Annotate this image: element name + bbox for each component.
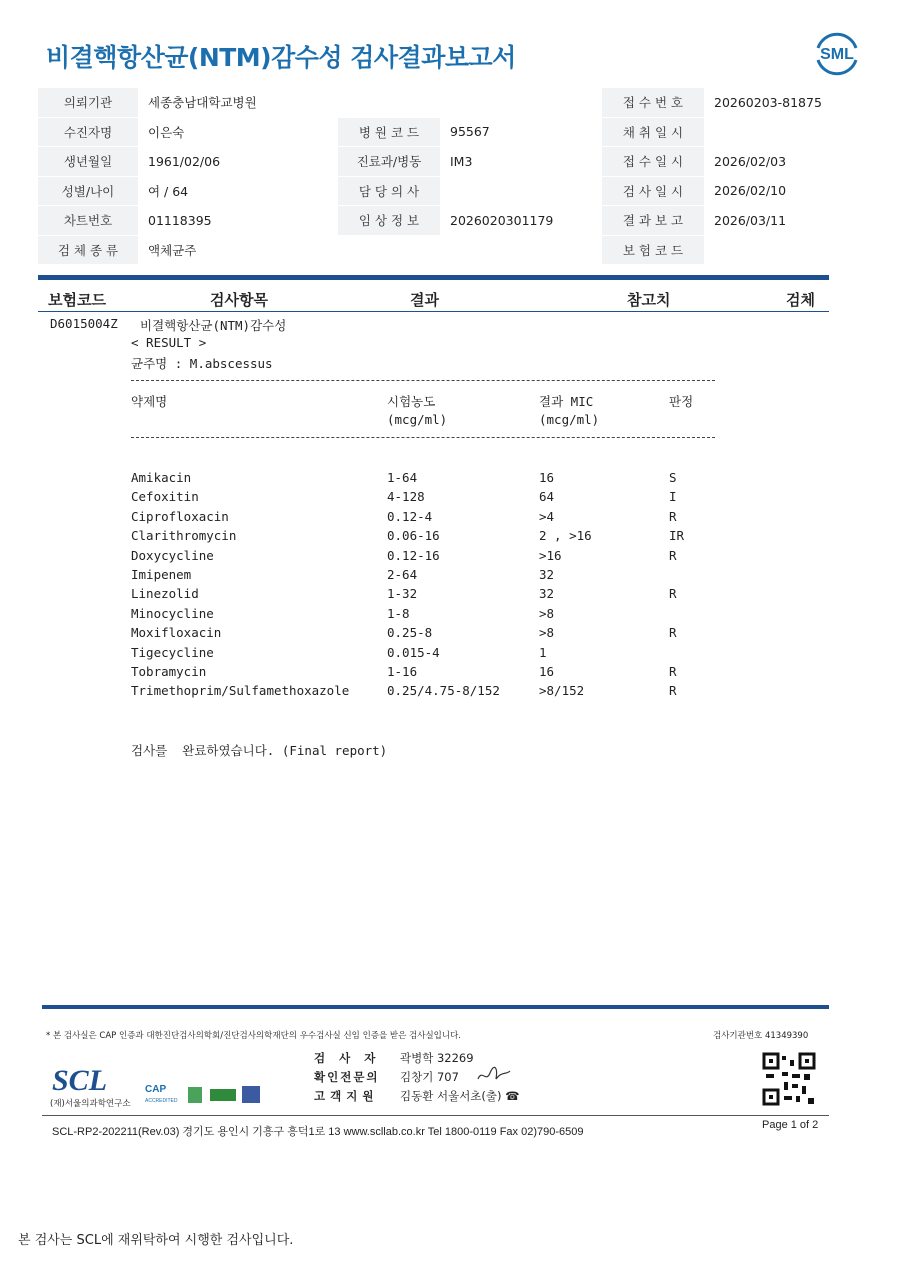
value-specimen-type: 액체균주 — [138, 235, 602, 265]
drug-name: Minocycline — [131, 605, 214, 621]
value-test-date: 2026/02/10 — [704, 176, 864, 206]
drug-interpretation: I — [669, 489, 677, 505]
drug-name: Linezolid — [131, 586, 199, 602]
footer-address: SCL-RP2-202211(Rev.03) 경기도 용인시 기흥구 흥덕1로 13 www.scllab.co.kr Tel 1800-0119 Fax 02)790-6509 — [52, 1126, 584, 1138]
value-sex-age: 여 / 64 — [138, 176, 338, 206]
drug-name: Clarithromycin — [131, 528, 237, 544]
signature-icon — [476, 1065, 512, 1085]
result-header — [38, 287, 829, 312]
drug-row — [0, 470, 900, 489]
drug-interpretation: R — [669, 683, 677, 699]
drug-test-range: 0.25/4.75-8/152 — [387, 683, 500, 699]
drug-test-range: 1-64 — [387, 470, 418, 485]
drug-test-range: 1-16 — [387, 664, 418, 679]
drug-test-range: 2-64 — [387, 567, 418, 582]
result-tag: < RESULT > — [131, 335, 207, 350]
drug-mic: 64 — [539, 489, 555, 505]
dashed-divider — [131, 437, 715, 438]
info-row — [38, 117, 864, 147]
drug-row — [0, 528, 900, 547]
drug-mic: 16 — [539, 664, 555, 679]
drug-interpretation: R — [669, 625, 677, 641]
label-clinical-info: 임 상 정 보 — [338, 206, 440, 236]
drug-name: Amikacin — [131, 470, 192, 485]
drug-interpretation: S — [669, 470, 677, 485]
drug-test-range: 0.12-16 — [387, 547, 440, 563]
cert-note: * 본 검사실은 CAP 인증과 대한진단검사의학회/진단검사의학재단의 우수검사실 신임 인증을 받은 검사실입니다. — [46, 1031, 461, 1041]
value-clinical-info: 2026020301179 — [440, 206, 602, 236]
logo-text: SML — [820, 46, 854, 63]
drug-test-range: 0.25-8 — [387, 625, 433, 641]
drug-mic: >16 — [539, 547, 562, 563]
tester-line — [314, 1050, 474, 1066]
col-drug-name: 약제명 — [131, 394, 168, 409]
scl-org-name: (재)서울의과학연구소 — [50, 1099, 131, 1109]
col-test-conc-unit: (mcg/ml) — [387, 412, 448, 427]
col-interpretation: 판정 — [669, 394, 694, 409]
label-insurance-code: 보 험 코 드 — [602, 235, 704, 265]
footer-rule — [42, 1115, 829, 1116]
drug-name: Doxycycline — [131, 547, 214, 563]
header-insurance-code: 보험코드 — [48, 291, 106, 309]
drug-mic: >8 — [539, 625, 555, 641]
label-accession-no: 접 수 번 호 — [602, 88, 704, 117]
drug-name: Ciprofloxacin — [131, 508, 229, 524]
label-sex-age: 성별/나이 — [38, 176, 138, 206]
drug-row — [0, 645, 900, 664]
inquiry-label: 확인전문의 — [314, 1070, 380, 1084]
inquiry-value: 김창기 707 — [400, 1070, 459, 1084]
scl-logo: SCL — [52, 1064, 108, 1097]
drug-name: Tobramycin — [131, 664, 207, 679]
tester-label: 검 사 자 — [314, 1051, 381, 1065]
info-row — [38, 235, 864, 265]
drug-test-range: 1-8 — [387, 605, 410, 621]
drug-row — [0, 509, 900, 528]
label-patient-name: 수진자명 — [38, 117, 138, 147]
drug-mic: >4 — [539, 508, 555, 524]
drug-test-range: 0.12-4 — [387, 508, 433, 524]
label-department: 진료과/병동 — [338, 147, 440, 177]
drug-mic: 1 — [539, 644, 547, 660]
value-insurance-code — [704, 235, 864, 265]
drug-interpretation: R — [669, 664, 677, 679]
info-row — [38, 176, 864, 206]
tester-value: 곽병학 32269 — [400, 1051, 474, 1065]
info-row — [38, 88, 864, 117]
col-result-mic: 결과 MIC — [539, 394, 594, 409]
value-report-date: 2026/03/11 — [704, 206, 864, 236]
drug-row — [0, 625, 900, 644]
label-test-date: 검 사 일 시 — [602, 176, 704, 206]
info-row — [38, 206, 864, 236]
drug-row — [0, 586, 900, 605]
final-report-note: 검사를 완료하였습니다. (Final report) — [131, 743, 388, 758]
drug-row — [0, 606, 900, 625]
drug-interpretation: R — [669, 508, 677, 524]
value-accession-no: 20260203-81875 — [704, 88, 864, 117]
label-received-date: 접 수 일 시 — [602, 147, 704, 177]
cap-text: CAP — [145, 1084, 167, 1095]
referral-note: 본 검사는 SCL에 재위탁하여 시행한 검사입니다. — [18, 1233, 294, 1248]
header-test-item: 검사항목 — [210, 291, 268, 309]
cap-accredited-text: ACCREDITED — [145, 1098, 178, 1104]
info-row — [38, 147, 864, 177]
drug-test-range: 0.015-4 — [387, 644, 440, 660]
drug-test-range: 1-32 — [387, 586, 418, 602]
support-label: 고객지원 — [314, 1089, 379, 1103]
drug-mic: 32 — [539, 586, 555, 602]
value-birth-date: 1961/02/06 — [138, 147, 338, 177]
value-received-date: 2026/02/03 — [704, 147, 864, 177]
label-specimen-type: 검 체 종 류 — [38, 235, 138, 265]
drug-name: Tigecycline — [131, 644, 214, 660]
drug-row — [0, 489, 900, 508]
label-hospital-code: 병 원 코 드 — [338, 117, 440, 147]
value-hospital-code: 95567 — [440, 117, 602, 147]
support-line — [314, 1088, 519, 1104]
label-requester: 의뢰기관 — [38, 88, 138, 117]
drug-name: Moxifloxacin — [131, 625, 222, 641]
header-result: 결과 — [410, 291, 439, 309]
value-chart-no: 01118395 — [138, 206, 338, 236]
qr-code-icon — [762, 1052, 816, 1106]
drug-name: Imipenem — [131, 567, 192, 582]
drug-test-range: 0.06-16 — [387, 528, 440, 544]
drug-mic: 2 , >16 — [539, 528, 592, 544]
lab-number: 검사기관번호 41349390 — [713, 1031, 809, 1041]
test-name: 비결핵항산균(NTM)감수성 — [140, 318, 287, 333]
drug-name: Trimethoprim/Sulfamethoxazole — [131, 683, 350, 699]
label-chart-no: 차트번호 — [38, 206, 138, 236]
drug-row — [0, 683, 900, 702]
sml-logo — [812, 30, 862, 76]
footer-divider — [42, 1005, 829, 1009]
kslm-cert-icon — [188, 1087, 202, 1103]
drug-row — [0, 548, 900, 567]
drug-mic: >8/152 — [539, 683, 585, 699]
drug-interpretation: R — [669, 586, 677, 602]
drug-interpretation: R — [669, 547, 677, 563]
drug-name: Cefoxitin — [131, 489, 199, 505]
organism-name: 균주명 : M.abscessus — [131, 356, 273, 371]
label-report-date: 결 과 보 고 — [602, 206, 704, 236]
support-value: 김동환 서울서초(출) ☎ — [400, 1089, 520, 1103]
test-code: D6015004Z — [50, 316, 118, 331]
kmu-cert-icon — [242, 1086, 260, 1103]
header-reference: 참고치 — [627, 291, 671, 309]
drug-interpretation: IR — [669, 528, 685, 544]
report-title: 비결핵항산균(NTM)감수성 검사결과보고서 — [46, 43, 516, 72]
drug-mic: 32 — [539, 567, 555, 582]
drug-row — [0, 567, 900, 586]
inquiry-line — [314, 1069, 459, 1085]
header-specimen: 검체 — [786, 291, 815, 309]
label-birth-date: 생년월일 — [38, 147, 138, 177]
value-physician — [440, 176, 602, 206]
drug-mic: >8 — [539, 605, 555, 621]
drug-test-range: 4-128 — [387, 489, 425, 505]
drug-row — [0, 664, 900, 683]
label-collection-date: 채 취 일 시 — [602, 117, 704, 147]
col-result-mic-unit: (mcg/ml) — [539, 412, 600, 427]
dashed-divider — [131, 380, 715, 381]
col-test-conc: 시험농도 — [387, 394, 436, 409]
section-divider — [38, 275, 829, 280]
value-patient-name: 이은숙 — [138, 117, 338, 147]
patient-info-table — [38, 88, 864, 265]
value-requester: 세종충남대학교병원 — [138, 88, 602, 117]
page-number: Page 1 of 2 — [762, 1119, 819, 1131]
value-department: IM3 — [440, 147, 602, 177]
label-physician: 담 당 의 사 — [338, 176, 440, 206]
drug-mic: 16 — [539, 470, 555, 485]
cap-badge — [145, 1084, 178, 1102]
value-collection-date — [704, 117, 864, 147]
eqa-cert-icon — [210, 1089, 236, 1101]
